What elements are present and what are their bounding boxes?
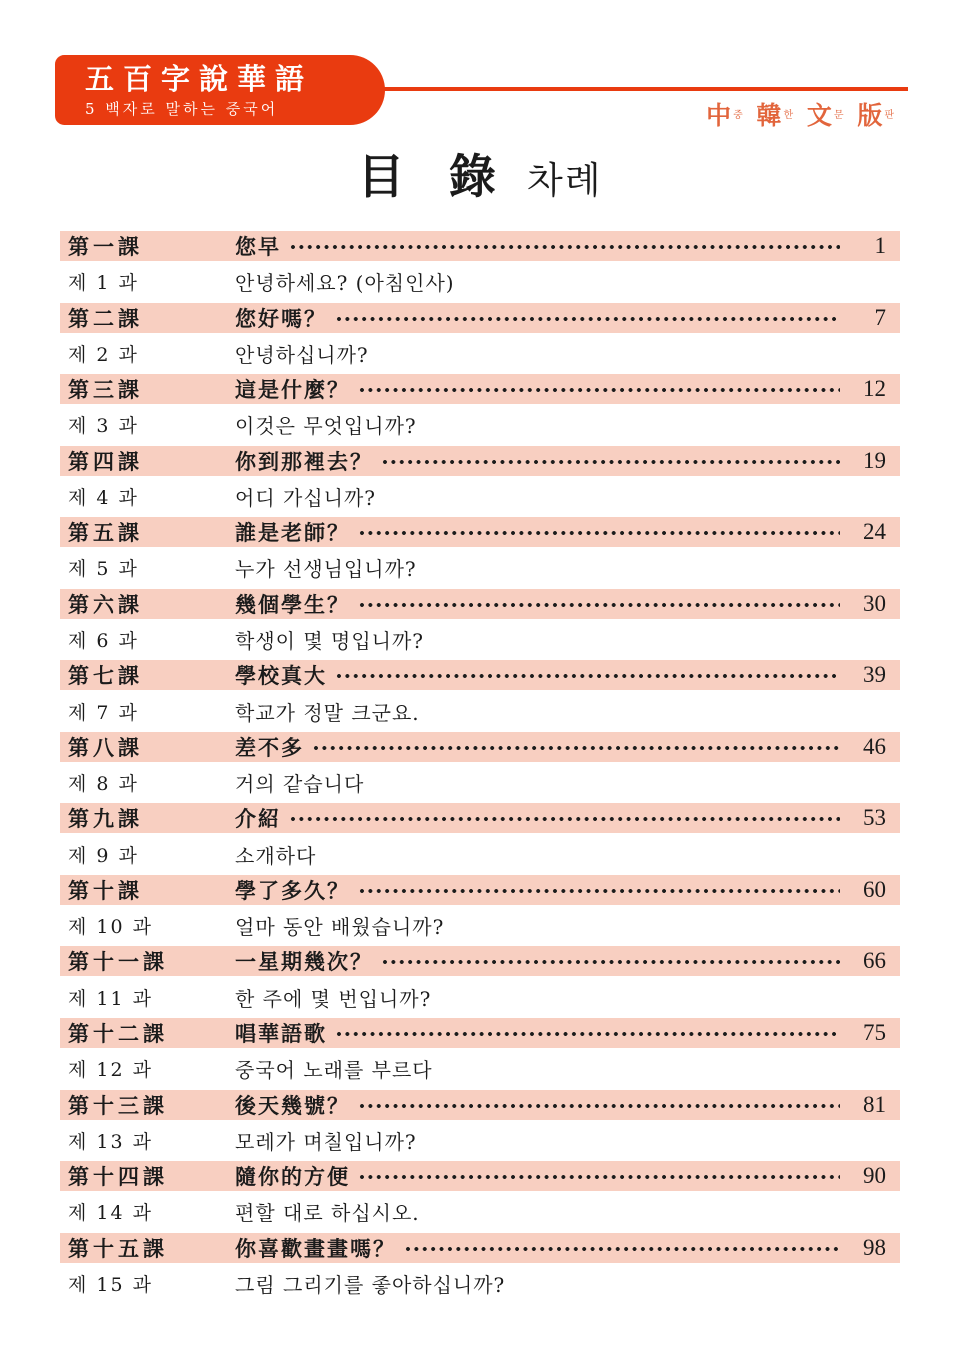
dot-leader bbox=[312, 744, 840, 752]
toc-entry bbox=[60, 1233, 900, 1305]
page-title-chinese: 目 錄 bbox=[357, 150, 510, 205]
toc-entry bbox=[60, 517, 900, 589]
lesson-number-zh: 第十五課 bbox=[68, 1235, 168, 1261]
book-title-chinese: 五百字說華語 bbox=[85, 62, 314, 96]
edition-char bbox=[807, 96, 844, 132]
edition-char bbox=[857, 96, 894, 132]
edition-char bbox=[706, 96, 743, 132]
edition-hanja: 韓 bbox=[756, 101, 783, 130]
edition-hanja: 文 bbox=[806, 101, 833, 130]
toc-row-korean bbox=[60, 905, 900, 947]
lesson-number-ko: 제 1 과 bbox=[68, 272, 139, 295]
lesson-number-ko: 제 15 과 bbox=[68, 1273, 153, 1296]
page-number: 30 bbox=[863, 590, 886, 616]
lesson-number-ko: 제 10 과 bbox=[68, 916, 153, 939]
lesson-number-ko: 제 2 과 bbox=[68, 343, 139, 366]
toc-row-chinese bbox=[60, 732, 900, 762]
header-rule-line bbox=[370, 87, 908, 91]
lesson-title-zh: 學校真大 bbox=[235, 663, 327, 689]
dot-leader bbox=[358, 1173, 840, 1181]
page-number: 7 bbox=[874, 304, 886, 330]
lesson-number-zh: 第八課 bbox=[68, 734, 143, 760]
lesson-title-ko: 한 주에 몇 번입니까? bbox=[235, 986, 432, 1011]
dot-leader bbox=[358, 1102, 840, 1110]
toc-row-korean bbox=[60, 762, 900, 804]
toc-row-korean bbox=[60, 619, 900, 661]
book-title-badge bbox=[55, 55, 385, 125]
lesson-number-zh: 第九課 bbox=[68, 806, 143, 832]
toc-entry bbox=[60, 1018, 900, 1090]
page-number: 19 bbox=[863, 447, 886, 473]
lesson-title-zh: 一星期幾次？ bbox=[235, 949, 373, 975]
toc-row-chinese bbox=[60, 946, 900, 976]
dot-leader bbox=[358, 887, 840, 895]
dot-leader bbox=[358, 386, 840, 394]
edition-gloss: 문 bbox=[833, 110, 844, 121]
lesson-title-ko: 거의 같습니다 bbox=[235, 772, 365, 797]
page-title bbox=[0, 140, 960, 207]
edition-gloss: 판 bbox=[884, 110, 894, 121]
lesson-title-zh: 學了多久？ bbox=[235, 877, 350, 903]
toc-row-korean bbox=[60, 333, 900, 375]
dot-leader bbox=[404, 1245, 840, 1253]
lesson-number-ko: 제 9 과 bbox=[68, 844, 139, 867]
toc-entry bbox=[60, 875, 900, 947]
edition-label bbox=[702, 96, 894, 132]
toc-entry bbox=[60, 732, 900, 804]
toc-row-chinese bbox=[60, 517, 900, 547]
lesson-title-zh: 介紹 bbox=[235, 806, 281, 832]
lesson-title-zh: 你喜歡畫畫嗎？ bbox=[235, 1235, 396, 1261]
toc-row-korean bbox=[60, 1120, 900, 1162]
toc-row-korean bbox=[60, 1048, 900, 1090]
toc-row-chinese bbox=[60, 1090, 900, 1120]
lesson-number-ko: 제 12 과 bbox=[68, 1059, 153, 1082]
toc-entry bbox=[60, 660, 900, 732]
toc-row-korean bbox=[60, 976, 900, 1018]
lesson-number-zh: 第十三課 bbox=[68, 1092, 168, 1118]
lesson-title-zh: 差不多 bbox=[235, 734, 304, 760]
page-number: 98 bbox=[863, 1234, 886, 1260]
lesson-number-zh: 第十課 bbox=[68, 877, 143, 903]
page-number: 75 bbox=[863, 1020, 886, 1046]
toc-row-chinese bbox=[60, 1161, 900, 1191]
dot-leader bbox=[381, 958, 840, 966]
toc-row-chinese bbox=[60, 446, 900, 476]
lesson-title-zh: 你到那裡去？ bbox=[235, 448, 373, 474]
page-number: 81 bbox=[863, 1091, 886, 1117]
page-number: 66 bbox=[863, 948, 886, 974]
lesson-number-zh: 第六課 bbox=[68, 591, 143, 617]
toc-row-korean bbox=[60, 404, 900, 446]
lesson-title-zh: 您好嗎？ bbox=[235, 305, 327, 331]
toc-entry bbox=[60, 1090, 900, 1162]
lesson-title-ko: 중국어 노래를 부르다 bbox=[235, 1058, 433, 1083]
lesson-number-zh: 第五課 bbox=[68, 520, 143, 546]
lesson-number-zh: 第二課 bbox=[68, 305, 143, 331]
lesson-number-zh: 第一課 bbox=[68, 234, 143, 259]
page-number: 90 bbox=[863, 1163, 886, 1189]
lesson-number-zh: 第十一課 bbox=[68, 949, 168, 975]
toc-entry bbox=[60, 1161, 900, 1233]
page-title-korean: 차례 bbox=[527, 159, 603, 202]
dot-leader bbox=[289, 243, 840, 251]
dot-leader bbox=[289, 815, 840, 823]
toc-row-chinese bbox=[60, 803, 900, 833]
lesson-number-ko: 제 3 과 bbox=[68, 415, 139, 438]
lesson-title-zh: 唱華語歌 bbox=[235, 1021, 327, 1047]
toc-row-chinese bbox=[60, 589, 900, 619]
lesson-number-zh: 第十四課 bbox=[68, 1164, 168, 1190]
edition-gloss: 한 bbox=[783, 110, 794, 121]
toc-row-korean bbox=[60, 1191, 900, 1233]
page-number: 12 bbox=[863, 376, 886, 402]
toc-entry bbox=[60, 303, 900, 375]
book-title-korean: 5 백자로 말하는 중국어 bbox=[85, 99, 279, 118]
page-number: 46 bbox=[863, 733, 886, 759]
dot-leader bbox=[358, 601, 840, 609]
edition-hanja: 版 bbox=[857, 101, 884, 130]
toc-row-korean bbox=[60, 547, 900, 589]
lesson-number-zh: 第七課 bbox=[68, 663, 143, 689]
lesson-title-ko: 어디 가십니까? bbox=[235, 485, 376, 510]
toc-entry bbox=[60, 946, 900, 1018]
lesson-title-ko: 얼마 동안 배웠습니까? bbox=[235, 915, 445, 940]
toc-row-chinese bbox=[60, 660, 900, 690]
toc-row-korean bbox=[60, 690, 900, 732]
page-number: 1 bbox=[874, 233, 886, 258]
lesson-title-ko: 이것은 무엇입니까? bbox=[235, 414, 417, 439]
table-of-contents bbox=[60, 231, 900, 1304]
lesson-title-zh: 隨你的方便 bbox=[235, 1164, 350, 1190]
lesson-title-ko: 소개하다 bbox=[235, 843, 317, 868]
dot-leader bbox=[335, 1030, 840, 1038]
lesson-number-ko: 제 4 과 bbox=[68, 486, 139, 509]
page-number: 24 bbox=[863, 519, 886, 545]
toc-row-korean bbox=[60, 833, 900, 875]
toc-row-korean bbox=[60, 261, 900, 303]
dot-leader bbox=[335, 315, 840, 323]
toc-row-chinese bbox=[60, 1018, 900, 1048]
lesson-title-ko: 편할 대로 하십시오. bbox=[235, 1201, 420, 1226]
toc-row-chinese bbox=[60, 875, 900, 905]
edition-gloss: 중 bbox=[733, 110, 743, 121]
lesson-title-ko: 모레가 며칠입니까? bbox=[235, 1129, 417, 1154]
lesson-number-zh: 第四課 bbox=[68, 448, 143, 474]
lesson-number-ko: 제 5 과 bbox=[68, 558, 139, 581]
toc-entry bbox=[60, 374, 900, 446]
lesson-title-ko: 누가 선생님입니까? bbox=[235, 557, 417, 582]
lesson-title-ko: 안녕하세요? (아침인사) bbox=[235, 271, 455, 296]
lesson-number-ko: 제 8 과 bbox=[68, 773, 139, 796]
toc-row-chinese bbox=[60, 374, 900, 404]
lesson-title-zh: 您早 bbox=[235, 234, 281, 259]
toc-row-chinese bbox=[60, 231, 900, 261]
toc-row-korean bbox=[60, 476, 900, 518]
dot-leader bbox=[358, 529, 840, 537]
page-number: 39 bbox=[863, 662, 886, 688]
page-number: 53 bbox=[863, 805, 886, 831]
toc-entry bbox=[60, 803, 900, 875]
lesson-title-zh: 這是什麼？ bbox=[235, 377, 350, 403]
edition-char bbox=[757, 96, 794, 132]
lesson-title-ko: 안녕하십니까? bbox=[235, 342, 369, 367]
lesson-title-ko: 학교가 정말 크군요. bbox=[235, 700, 420, 725]
edition-hanja: 中 bbox=[706, 101, 733, 130]
toc-entry bbox=[60, 231, 900, 303]
page-number: 60 bbox=[863, 876, 886, 902]
lesson-title-zh: 後天幾號？ bbox=[235, 1092, 350, 1118]
toc-row-chinese bbox=[60, 303, 900, 333]
dot-leader bbox=[381, 458, 840, 466]
lesson-title-zh: 誰是老師？ bbox=[235, 520, 350, 546]
lesson-number-ko: 제 13 과 bbox=[68, 1130, 153, 1153]
lesson-number-ko: 제 7 과 bbox=[68, 701, 139, 724]
dot-leader bbox=[335, 672, 840, 680]
toc-entry bbox=[60, 446, 900, 518]
toc-row-korean bbox=[60, 1263, 900, 1305]
lesson-number-ko: 제 14 과 bbox=[68, 1202, 153, 1225]
lesson-number-ko: 제 6 과 bbox=[68, 629, 139, 652]
lesson-number-zh: 第三課 bbox=[68, 377, 143, 403]
lesson-title-zh: 幾個學生？ bbox=[235, 591, 350, 617]
lesson-number-ko: 제 11 과 bbox=[68, 987, 153, 1010]
lesson-title-ko: 학생이 몇 명입니까? bbox=[235, 628, 424, 653]
lesson-title-ko: 그림 그리기를 좋아하십니까? bbox=[235, 1272, 506, 1297]
toc-entry bbox=[60, 589, 900, 661]
lesson-number-zh: 第十二課 bbox=[68, 1021, 168, 1047]
toc-row-chinese bbox=[60, 1233, 900, 1263]
